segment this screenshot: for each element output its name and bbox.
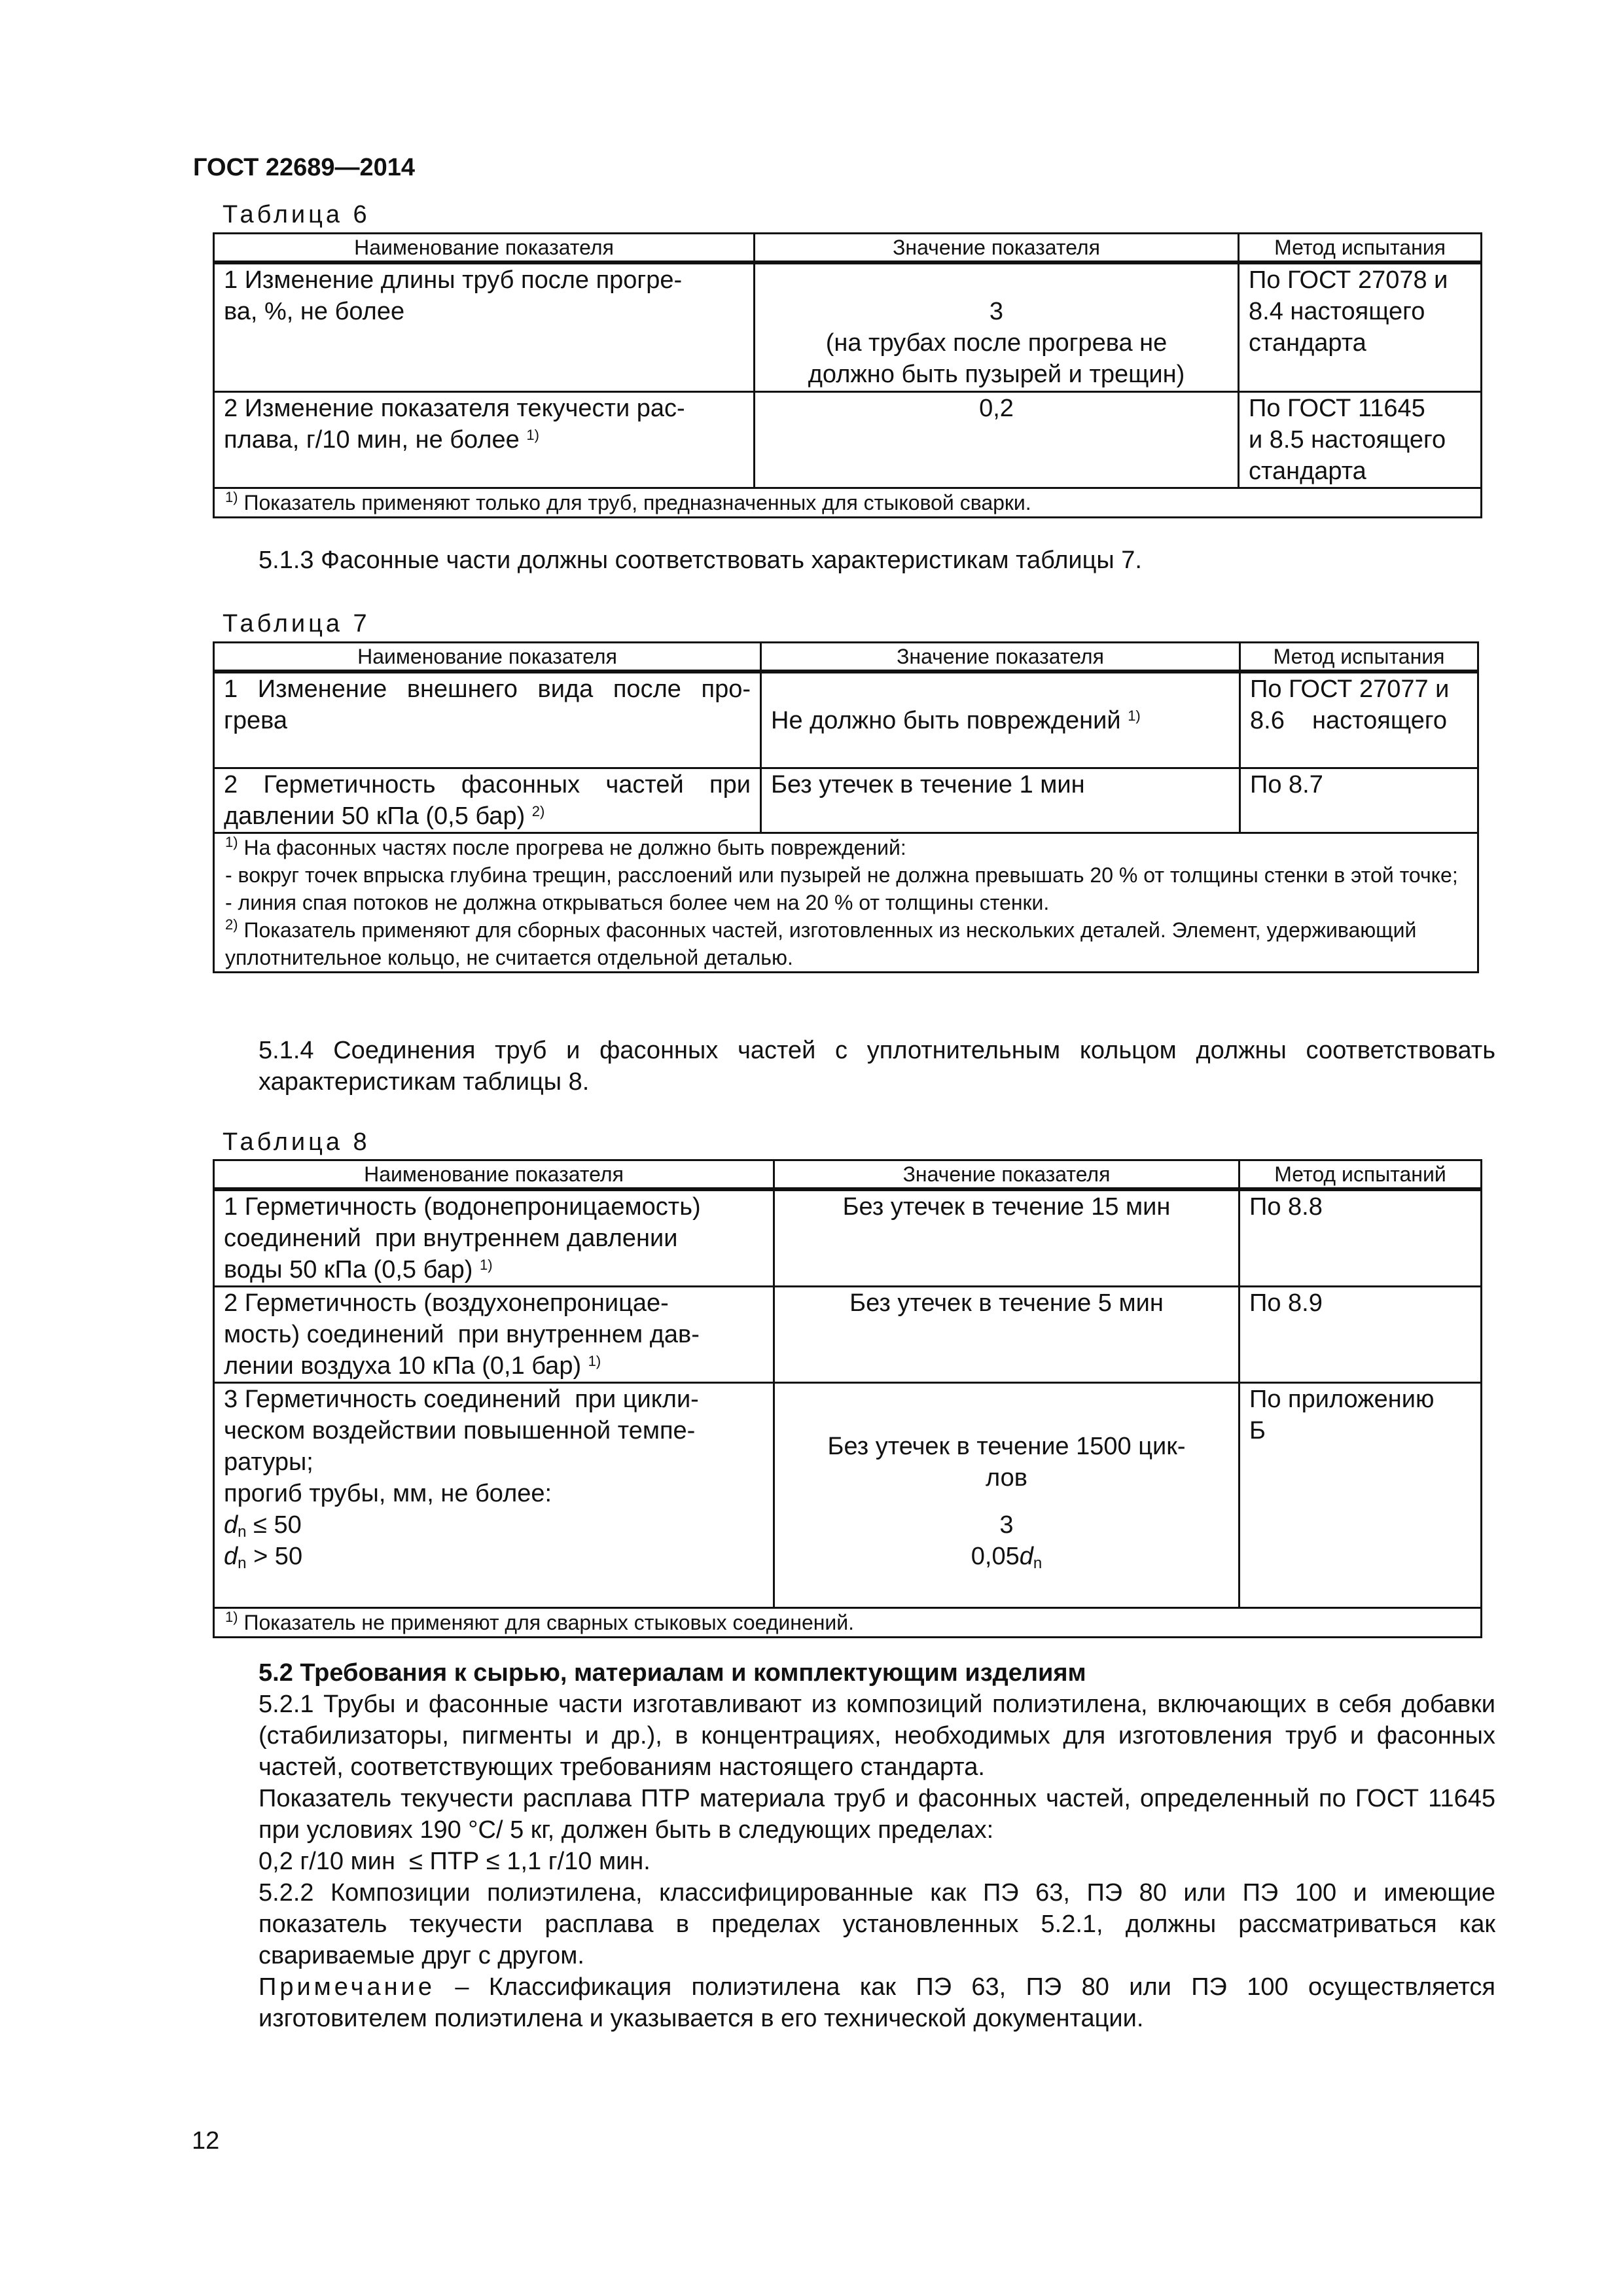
paragraph-5-1-3: 5.1.3 Фасонные части должны соответствовать характеристикам таблицы 7. xyxy=(259,547,1142,574)
indicator-name-cell: 1 Герметичность (водонепроницаемость) соединений при внутреннем давлении воды 50 кПа (0,5 бар) $^{1)}$ xyxy=(214,1189,774,1287)
column-header: Метод испытания xyxy=(1239,234,1482,263)
table8-caption: Таблица 8 xyxy=(223,1128,370,1156)
table6-caption: Таблица 6 xyxy=(223,201,370,228)
mfr-formula: 0,2 г/10 мин ≤ ПТР ≤ 1,1 г/10 мин. xyxy=(259,1848,651,1875)
table-footnote-row xyxy=(214,1608,1482,1638)
table-row xyxy=(214,262,1482,391)
test-method-cell: По 8.8 xyxy=(1240,1189,1482,1287)
table7-caption: Таблица 7 xyxy=(223,610,370,637)
section-5-2 xyxy=(193,1657,1495,2034)
column-header: Наименование показателя xyxy=(214,643,761,672)
test-method-cell: По 8.7 xyxy=(1240,768,1478,833)
test-method-cell: По 8.9 xyxy=(1240,1287,1482,1383)
table-7 xyxy=(213,641,1479,973)
indicator-value-cell: 3 (на трубах после прогрева не должно быть пузырей и трещин) xyxy=(755,262,1239,391)
indicator-name-cell: 2 Герметичность (воздухонепроницае- мость) соединений при внутреннем дав- лении воздуха 10 кПа (0,1 бар) $^{1)}$ xyxy=(214,1287,774,1383)
table-header-row xyxy=(214,643,1478,672)
table-footnote-row xyxy=(214,488,1482,517)
column-header: Значение показателя xyxy=(761,643,1240,672)
paragraph-5-1-4: 5.1.4 Соединения труб и фасонных частей с уплотнительным кольцом должны соответствовать характеристикам таблицы 8. xyxy=(259,1037,1495,1096)
table-footnote: $^{1)}$ Показатель не применяют для сварных стыковых соединений. xyxy=(214,1608,1482,1638)
test-method-cell: По ГОСТ 11645 и 8.5 настоящего стандарта xyxy=(1239,391,1482,488)
table-footnotes: $^{1)}$ На фасонных частях после прогрева не должно быть повреждений: - вокруг точек впрыска глубина трещин, расслоений или пузырей не должна превышать 20 % от толщины стенки в этой точке; - линия спая потоков не должна открываться более чем на 20 % от толщины стенки. $^{2)}$ Показатель применяют для сборных фасонных частей, изготовленных из нескольких деталей. Элемент, удерживающий уплотнительное кольцо, не считается отдельной деталью. xyxy=(214,833,1478,972)
column-header: Значение показателя xyxy=(755,234,1239,263)
column-header: Наименование показателя xyxy=(214,234,755,263)
table-row xyxy=(214,391,1482,488)
test-method-cell: По ГОСТ 27077 и 8.6 настоящего xyxy=(1240,672,1478,768)
test-method-cell: По приложению Б xyxy=(1240,1383,1482,1608)
test-method-cell: По ГОСТ 27078 и 8.4 настоящего стандарта xyxy=(1239,262,1482,391)
paragraph-5-2-1: 5.2.1 Трубы и фасонные части изготавливают из композиций полиэтилена, включающих в себя добавки (стабилизаторы, пигменты и др.), в концентрациях, необходимых для изготовления труб и фасонных частей, соответствующих требованиям настоящего стандарта. xyxy=(259,1691,1495,1781)
note-text: – Классификация полиэтилена как ПЭ 63, ПЭ 80 или ПЭ 100 осуществляется изготовителем полиэтилена и указывается в его технической документации. xyxy=(259,1973,1495,2032)
table-footnote-row xyxy=(214,833,1478,972)
note xyxy=(193,1971,1495,2034)
table-header-row xyxy=(214,1160,1482,1190)
section-heading: 5.2 Требования к сырью, материалам и комплектующим изделиям xyxy=(259,1659,1086,1687)
table-row xyxy=(214,768,1478,833)
indicator-name-cell: 3 Герметичность соединений при цикли- ческом воздействии повышенной темпе- ратуры; прогиб трубы, мм, не более: $d_n \le 50$ $d_n > 50$ xyxy=(214,1383,774,1608)
column-header: Метод испытания xyxy=(1240,643,1478,672)
paragraph-mfr-limits: Показатель текучести расплава ПТР материала труб и фасонных частей, определенный по ГОСТ 11645 при условиях 190 °С/ 5 кг, должен быть в следующих пределах: xyxy=(259,1785,1495,1844)
indicator-value-cell: Без утечек в течение 5 мин xyxy=(774,1287,1240,1383)
indicator-name-cell: 1 Изменение длины труб после прогре- ва, %, не более xyxy=(214,262,755,391)
paragraph-5-2-2: 5.2.2 Композиции полиэтилена, классифицированные как ПЭ 63, ПЭ 80 или ПЭ 100 и имеющие показатель текучести расплава в пределах установленных 5.2.1, должны рассматриваться как свариваемые друг с другом. xyxy=(259,1879,1495,1969)
column-header: Метод испытаний xyxy=(1240,1160,1482,1190)
standard-designation: ГОСТ 22689—2014 xyxy=(193,154,416,181)
table-header-row xyxy=(214,234,1482,263)
column-header: Наименование показателя xyxy=(214,1160,774,1190)
indicator-value-cell: Не должно быть повреждений $^{1)}$ xyxy=(761,672,1240,768)
table-row xyxy=(214,672,1478,768)
indicator-value-cell: 0,2 xyxy=(755,391,1239,488)
indicator-name-cell: 2 Изменение показателя текучести рас- плава, г/10 мин, не более $^{1)}$ xyxy=(214,391,755,488)
indicator-value-cell: Без утечек в течение 1500 цик- лов 3 $0,05d_n$ xyxy=(774,1383,1240,1608)
table-row xyxy=(214,1189,1482,1287)
indicator-value-cell: Без утечек в течение 1 мин xyxy=(761,768,1240,833)
indicator-value-cell: Без утечек в течение 15 мин xyxy=(774,1189,1240,1287)
indicator-name-cell: 2 Герметичность фасонных частей при давлении 50 кПа (0,5 бар) $^{2)}$ xyxy=(214,768,761,833)
indicator-name-cell: 1 Изменение внешнего вида после про- грева xyxy=(214,672,761,768)
table-8 xyxy=(213,1159,1482,1638)
page-number: 12 xyxy=(192,2127,220,2155)
note-label: Примечание xyxy=(259,1973,435,2001)
column-header: Значение показателя xyxy=(774,1160,1240,1190)
table-footnote: $^{1)}$ Показатель применяют только для труб, предназначенных для стыковой сварки. xyxy=(214,488,1482,517)
table-row xyxy=(214,1383,1482,1608)
table-6 xyxy=(213,232,1482,518)
table-row xyxy=(214,1287,1482,1383)
